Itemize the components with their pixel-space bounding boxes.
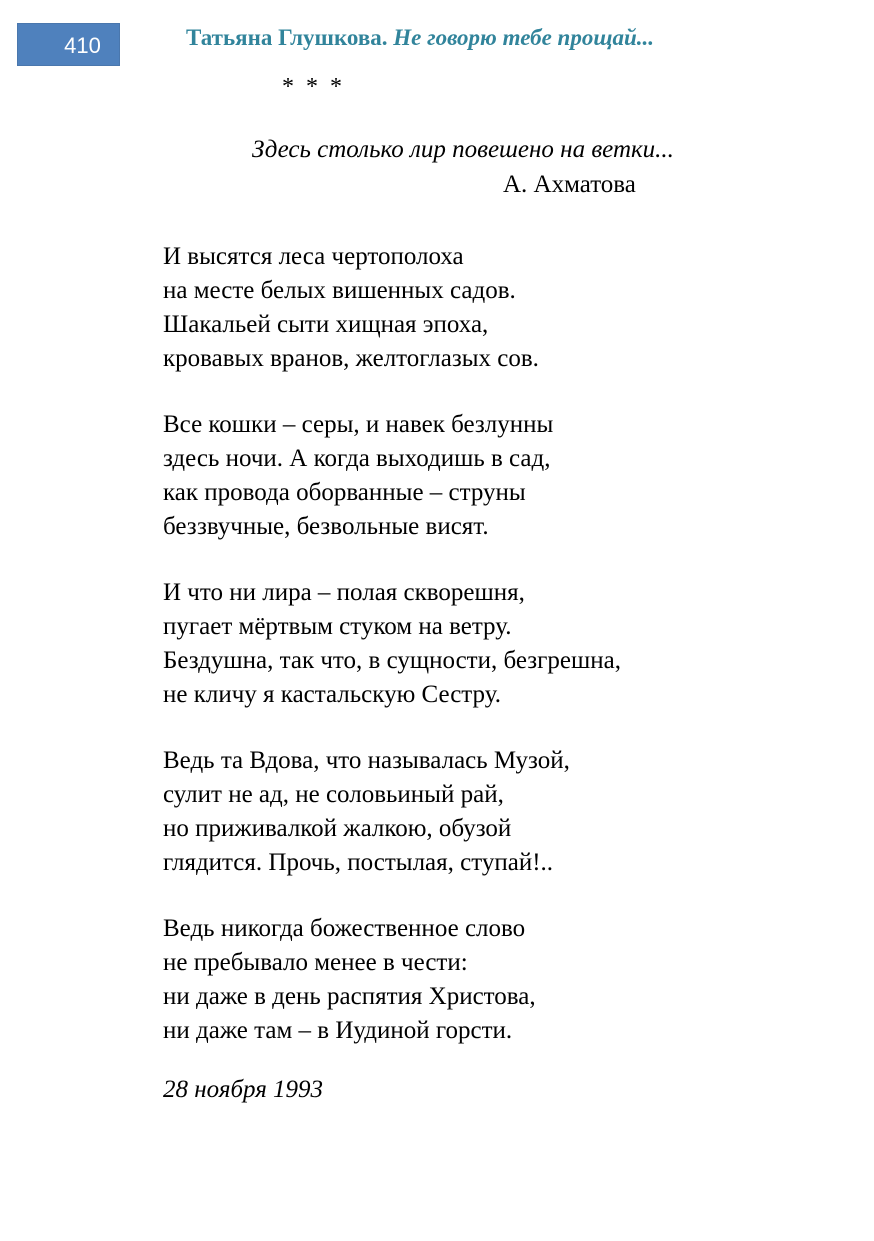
poem-line: Ведь никогда божественное слово: [163, 915, 526, 942]
poem-line: на месте белых вишенных садов.: [163, 277, 516, 304]
stanza: [163, 408, 621, 544]
poem-line: И что ни лира – полая скворешня,: [163, 579, 525, 606]
poem-line: Бездушна, так что, в сущности, безгрешна,: [163, 647, 621, 674]
poem-body: [163, 240, 621, 1080]
poem-line: как провода оборванные – струны: [163, 479, 526, 506]
poem-date: 28 ноября 1993: [163, 1076, 324, 1103]
header-book-title: Не говорю тебе прощай...: [393, 25, 655, 50]
poem-line: не кличу я кастальскую Сестру.: [163, 681, 501, 708]
stanza: [163, 240, 621, 376]
poem-line: беззвучные, безвольные висят.: [163, 513, 489, 540]
poem-line: сулит не ад, не соловьиный рай,: [163, 781, 504, 808]
stanza: [163, 912, 621, 1048]
poem-line: кровавых вранов, желтоглазых сов.: [163, 345, 539, 372]
poem-line: глядится. Прочь, постылая, ступай!..: [163, 849, 554, 876]
page-number: 410: [17, 23, 120, 66]
epigraph-text: Здесь столько лир повешено на ветки...: [252, 136, 674, 163]
poem-line: не пребывало менее в чести:: [163, 949, 468, 976]
stanza: [163, 744, 621, 880]
poem-line: Ведь та Вдова, что называлась Музой,: [163, 747, 570, 774]
poem-line: И высятся леса чертополоха: [163, 243, 464, 270]
poem-line: пугает мёртвым стуком на ветру.: [163, 613, 512, 640]
header-author: Татьяна Глушкова.: [186, 25, 388, 50]
poem-line: Все кошки – серы, и навек безлунны: [163, 411, 554, 438]
poem-separator: * * *: [282, 74, 345, 100]
poem-line: ни даже в день распятия Христова,: [163, 983, 536, 1010]
poem-line: Шакальей сыти хищная эпоха,: [163, 311, 489, 338]
poem-line: здесь ночи. А когда выходишь в сад,: [163, 445, 551, 472]
stanza: [163, 576, 621, 712]
epigraph-author: А. Ахматова: [503, 171, 636, 198]
poem-line: ни даже там – в Иудиной горсти.: [163, 1017, 513, 1044]
poem-line: но приживалкой жалкою, обузой: [163, 815, 512, 842]
running-header: [186, 25, 654, 51]
